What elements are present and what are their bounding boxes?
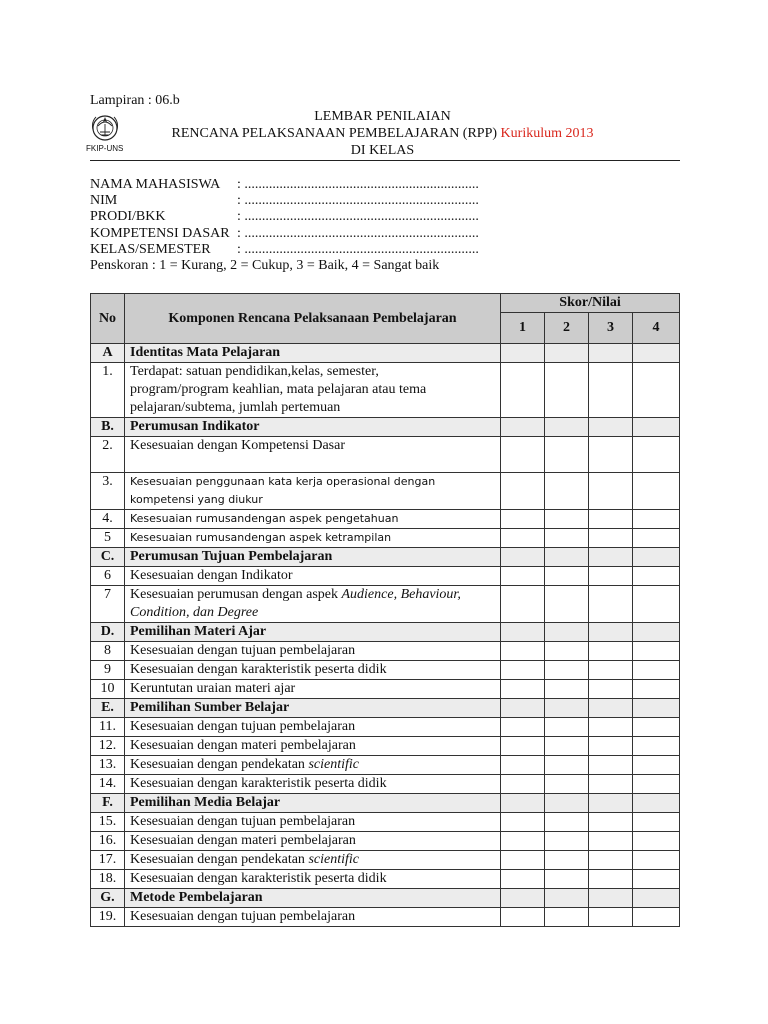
score-cell[interactable] <box>589 775 633 794</box>
section-title: Pemilihan Sumber Belajar <box>125 699 501 718</box>
score-cell[interactable] <box>545 344 589 363</box>
identity-row <box>90 226 479 242</box>
score-cell[interactable] <box>633 642 680 661</box>
section-row <box>91 794 680 813</box>
criterion-text: Kesesuaian dengan tujuan pembelajaran <box>125 718 501 737</box>
identity-label: PRODI/BKK <box>90 209 166 225</box>
title-curriculum-highlight: Kurikulum 2013 <box>500 126 594 141</box>
score-cell[interactable] <box>501 832 545 851</box>
score-cell[interactable] <box>501 870 545 889</box>
table-row <box>91 437 680 473</box>
score-cell[interactable] <box>545 661 589 680</box>
row-no: 1. <box>91 363 125 418</box>
score-cell[interactable] <box>545 756 589 775</box>
table-row <box>91 775 680 794</box>
score-cell[interactable] <box>589 510 633 529</box>
criterion-text: Kesesuaian dengan tujuan pembelajaran <box>125 642 501 661</box>
table-row <box>91 756 680 775</box>
row-no: F. <box>91 794 125 813</box>
score-cell[interactable] <box>589 737 633 756</box>
criterion-text: Kesesuaian dengan Kompetensi Dasar <box>125 437 501 473</box>
score-cell[interactable] <box>589 567 633 586</box>
score-cell[interactable] <box>589 718 633 737</box>
section-title: Perumusan Indikator <box>125 418 501 437</box>
score-cell[interactable] <box>633 813 680 832</box>
score-cell[interactable] <box>501 642 545 661</box>
score-cell[interactable] <box>633 851 680 870</box>
score-cell[interactable] <box>633 363 680 418</box>
row-no: 12. <box>91 737 125 756</box>
score-cell[interactable] <box>545 794 589 813</box>
criterion-text: Kesesuaian dengan tujuan pembelajaran <box>125 813 501 832</box>
score-cell[interactable] <box>545 623 589 642</box>
row-no: 3. <box>91 473 125 510</box>
title-line-2 <box>130 125 635 142</box>
criterion-text: Kesesuaian dengan pendekatan scientific <box>125 756 501 775</box>
identity-label: KELAS/SEMESTER <box>90 241 211 257</box>
criterion-text: Kesesuaian dengan karakteristik peserta didik <box>125 775 501 794</box>
score-cell[interactable] <box>633 567 680 586</box>
identity-value: : ................................................................... <box>237 225 479 241</box>
score-cell[interactable] <box>501 794 545 813</box>
section-row <box>91 699 680 718</box>
header-skor: Skor/Nilai <box>501 294 680 313</box>
score-cell[interactable] <box>545 832 589 851</box>
section-row <box>91 418 680 437</box>
score-cell[interactable] <box>501 567 545 586</box>
score-cell[interactable] <box>545 510 589 529</box>
row-no: 17. <box>91 851 125 870</box>
row-no: 6 <box>91 567 125 586</box>
score-cell[interactable] <box>545 363 589 418</box>
row-no: 15. <box>91 813 125 832</box>
criterion-text: Kesesuaian dengan pendekatan scientific <box>125 851 501 870</box>
table-row <box>91 642 680 661</box>
section-title: Pemilihan Materi Ajar <box>125 623 501 642</box>
header-komponen: Komponen Rencana Pelaksanaan Pembelajaran <box>125 294 501 344</box>
score-cell[interactable] <box>589 418 633 437</box>
score-cell[interactable] <box>633 623 680 642</box>
score-cell[interactable] <box>633 699 680 718</box>
section-title: Metode Pembelajaran <box>125 889 501 908</box>
criterion-text: Kesesuaian rumusandengan aspek ketrampilan <box>125 529 501 548</box>
score-cell[interactable] <box>501 718 545 737</box>
score-cell[interactable] <box>589 908 633 927</box>
criterion-text: Terdapat: satuan pendidikan,kelas, semester, program/program keahlian, mata pelajaran atau tema pelajaran/subtema, jumlah pertemuan <box>125 363 501 418</box>
score-cell[interactable] <box>501 661 545 680</box>
logo-label: FKIP-UNS <box>86 144 124 153</box>
header-score-2: 2 <box>545 313 589 344</box>
score-cell[interactable] <box>501 586 545 623</box>
row-no: 4. <box>91 510 125 529</box>
table-row <box>91 680 680 699</box>
row-no: 10 <box>91 680 125 699</box>
score-cell[interactable] <box>545 851 589 870</box>
score-cell[interactable] <box>633 473 680 510</box>
row-no: 16. <box>91 832 125 851</box>
score-cell[interactable] <box>589 870 633 889</box>
score-cell[interactable] <box>501 363 545 418</box>
score-cell[interactable] <box>633 586 680 623</box>
row-no: G. <box>91 889 125 908</box>
scoring-legend: Penskoran : 1 = Kurang, 2 = Cukup, 3 = Baik, 4 = Sangat baik <box>90 258 440 273</box>
score-cell[interactable] <box>633 510 680 529</box>
section-title: Pemilihan Media Belajar <box>125 794 501 813</box>
identity-label: NIM <box>90 193 118 209</box>
score-cell[interactable] <box>501 529 545 548</box>
row-no: 14. <box>91 775 125 794</box>
score-cell[interactable] <box>589 661 633 680</box>
criterion-text: Kesesuaian dengan karakteristik peserta didik <box>125 870 501 889</box>
table-row <box>91 813 680 832</box>
section-row <box>91 344 680 363</box>
score-cell[interactable] <box>545 737 589 756</box>
identity-value: : ................................................................... <box>237 177 479 192</box>
score-cell[interactable] <box>589 642 633 661</box>
title-line-3: DI KELAS <box>350 143 415 158</box>
score-cell[interactable] <box>501 623 545 642</box>
score-cell[interactable] <box>589 889 633 908</box>
criterion-text: Keruntutan uraian materi ajar <box>125 680 501 699</box>
row-no: B. <box>91 418 125 437</box>
score-cell[interactable] <box>545 437 589 473</box>
score-cell[interactable] <box>589 529 633 548</box>
criterion-text: Kesesuaian dengan karakteristik peserta didik <box>125 661 501 680</box>
score-cell[interactable] <box>633 437 680 473</box>
score-cell[interactable] <box>501 510 545 529</box>
table-row <box>91 529 680 548</box>
score-cell[interactable] <box>545 718 589 737</box>
score-cell[interactable] <box>633 718 680 737</box>
score-cell[interactable] <box>501 418 545 437</box>
score-cell[interactable] <box>633 680 680 699</box>
row-no: 18. <box>91 870 125 889</box>
score-cell[interactable] <box>545 642 589 661</box>
criterion-text: Kesesuaian dengan materi pembelajaran <box>125 832 501 851</box>
score-cell[interactable] <box>589 851 633 870</box>
score-cell[interactable] <box>633 661 680 680</box>
row-no: 8 <box>91 642 125 661</box>
section-row <box>91 548 680 567</box>
identity-row <box>90 193 479 209</box>
identity-row <box>90 177 479 193</box>
score-cell[interactable] <box>633 756 680 775</box>
score-cell[interactable] <box>633 832 680 851</box>
table-row <box>91 473 680 510</box>
identity-row <box>90 242 479 258</box>
row-no: 19. <box>91 908 125 927</box>
table-row <box>91 363 680 418</box>
score-cell[interactable] <box>589 437 633 473</box>
score-cell[interactable] <box>545 870 589 889</box>
title-line-1: LEMBAR PENILAIAN <box>314 109 451 124</box>
section-title: Perumusan Tujuan Pembelajaran <box>125 548 501 567</box>
assessment-table <box>90 293 680 927</box>
table-row <box>91 870 680 889</box>
row-no: C. <box>91 548 125 567</box>
score-cell[interactable] <box>501 699 545 718</box>
score-cell[interactable] <box>501 908 545 927</box>
score-cell[interactable] <box>589 473 633 510</box>
row-no: 13. <box>91 756 125 775</box>
score-cell[interactable] <box>633 737 680 756</box>
section-row <box>91 623 680 642</box>
row-no: 9 <box>91 661 125 680</box>
score-cell[interactable] <box>589 832 633 851</box>
score-cell[interactable] <box>545 473 589 510</box>
score-cell[interactable] <box>589 548 633 567</box>
score-cell[interactable] <box>501 680 545 699</box>
table-row <box>91 718 680 737</box>
header-score-4: 4 <box>633 313 680 344</box>
score-cell[interactable] <box>545 548 589 567</box>
identity-value: : ................................................................... <box>237 193 479 209</box>
score-cell[interactable] <box>589 794 633 813</box>
score-cell[interactable] <box>501 813 545 832</box>
score-cell[interactable] <box>501 851 545 870</box>
row-no: A <box>91 344 125 363</box>
score-cell[interactable] <box>545 529 589 548</box>
criterion-text: Kesesuaian penggunaan kata kerja operasional dengan kompetensi yang diukur <box>125 473 501 510</box>
row-no: 11. <box>91 718 125 737</box>
table-row <box>91 567 680 586</box>
score-cell[interactable] <box>589 813 633 832</box>
score-cell[interactable] <box>633 344 680 363</box>
header-score-3: 3 <box>589 313 633 344</box>
score-cell[interactable] <box>501 344 545 363</box>
score-cell[interactable] <box>545 813 589 832</box>
score-cell[interactable] <box>501 737 545 756</box>
score-cell[interactable] <box>545 908 589 927</box>
score-cell[interactable] <box>501 548 545 567</box>
identity-label: KOMPETENSI DASAR <box>90 225 230 241</box>
score-cell[interactable] <box>501 775 545 794</box>
score-cell[interactable] <box>633 870 680 889</box>
criterion-text: Kesesuaian dengan tujuan pembelajaran <box>125 908 501 927</box>
score-cell[interactable] <box>501 889 545 908</box>
score-cell[interactable] <box>589 363 633 418</box>
score-cell[interactable] <box>589 623 633 642</box>
identity-value: : ................................................................... <box>237 209 479 225</box>
table-row <box>91 832 680 851</box>
header-divider <box>90 160 680 161</box>
row-no: 7 <box>91 586 125 623</box>
score-cell[interactable] <box>545 889 589 908</box>
identity-value: : ................................................................... <box>237 241 479 257</box>
score-cell[interactable] <box>633 908 680 927</box>
score-cell[interactable] <box>589 699 633 718</box>
score-cell[interactable] <box>545 699 589 718</box>
row-no: D. <box>91 623 125 642</box>
criterion-text: Kesesuaian dengan materi pembelajaran <box>125 737 501 756</box>
lampiran-label: Lampiran : 06.b <box>90 93 180 108</box>
criterion-text: Kesesuaian dengan Indikator <box>125 567 501 586</box>
row-no: 2. <box>91 437 125 473</box>
score-cell[interactable] <box>589 680 633 699</box>
score-cell[interactable] <box>589 586 633 623</box>
table-row <box>91 737 680 756</box>
score-cell[interactable] <box>501 473 545 510</box>
score-cell[interactable] <box>633 548 680 567</box>
title-line-2-prefix: RENCANA PELAKSANAAN PEMBELAJARAN (RPP) <box>171 126 498 141</box>
score-cell[interactable] <box>633 794 680 813</box>
table-row <box>91 510 680 529</box>
score-cell[interactable] <box>545 418 589 437</box>
header-score-1: 1 <box>501 313 545 344</box>
score-cell[interactable] <box>633 529 680 548</box>
criterion-text: Kesesuaian perumusan dengan aspek Audience, Behaviour, Condition, dan Degree <box>125 586 501 623</box>
identity-block <box>90 177 479 258</box>
score-cell[interactable] <box>545 775 589 794</box>
document-title <box>130 108 635 159</box>
score-cell[interactable] <box>633 889 680 908</box>
header-no: No <box>91 294 125 344</box>
table-row <box>91 908 680 927</box>
table-row <box>91 851 680 870</box>
score-cell[interactable] <box>501 756 545 775</box>
table-row <box>91 661 680 680</box>
score-cell[interactable] <box>545 680 589 699</box>
identity-row <box>90 209 479 225</box>
criterion-text: Kesesuaian rumusandengan aspek pengetahuan <box>125 510 501 529</box>
identity-label: NAMA MAHASISWA <box>90 177 221 192</box>
score-cell[interactable] <box>545 567 589 586</box>
row-no: E. <box>91 699 125 718</box>
section-row <box>91 889 680 908</box>
section-title: Identitas Mata Pelajaran <box>125 344 501 363</box>
score-cell[interactable] <box>589 756 633 775</box>
score-cell[interactable] <box>545 586 589 623</box>
table-row <box>91 586 680 623</box>
row-no: 5 <box>91 529 125 548</box>
score-cell[interactable] <box>633 775 680 794</box>
score-cell[interactable] <box>633 418 680 437</box>
score-cell[interactable] <box>589 344 633 363</box>
score-cell[interactable] <box>501 437 545 473</box>
